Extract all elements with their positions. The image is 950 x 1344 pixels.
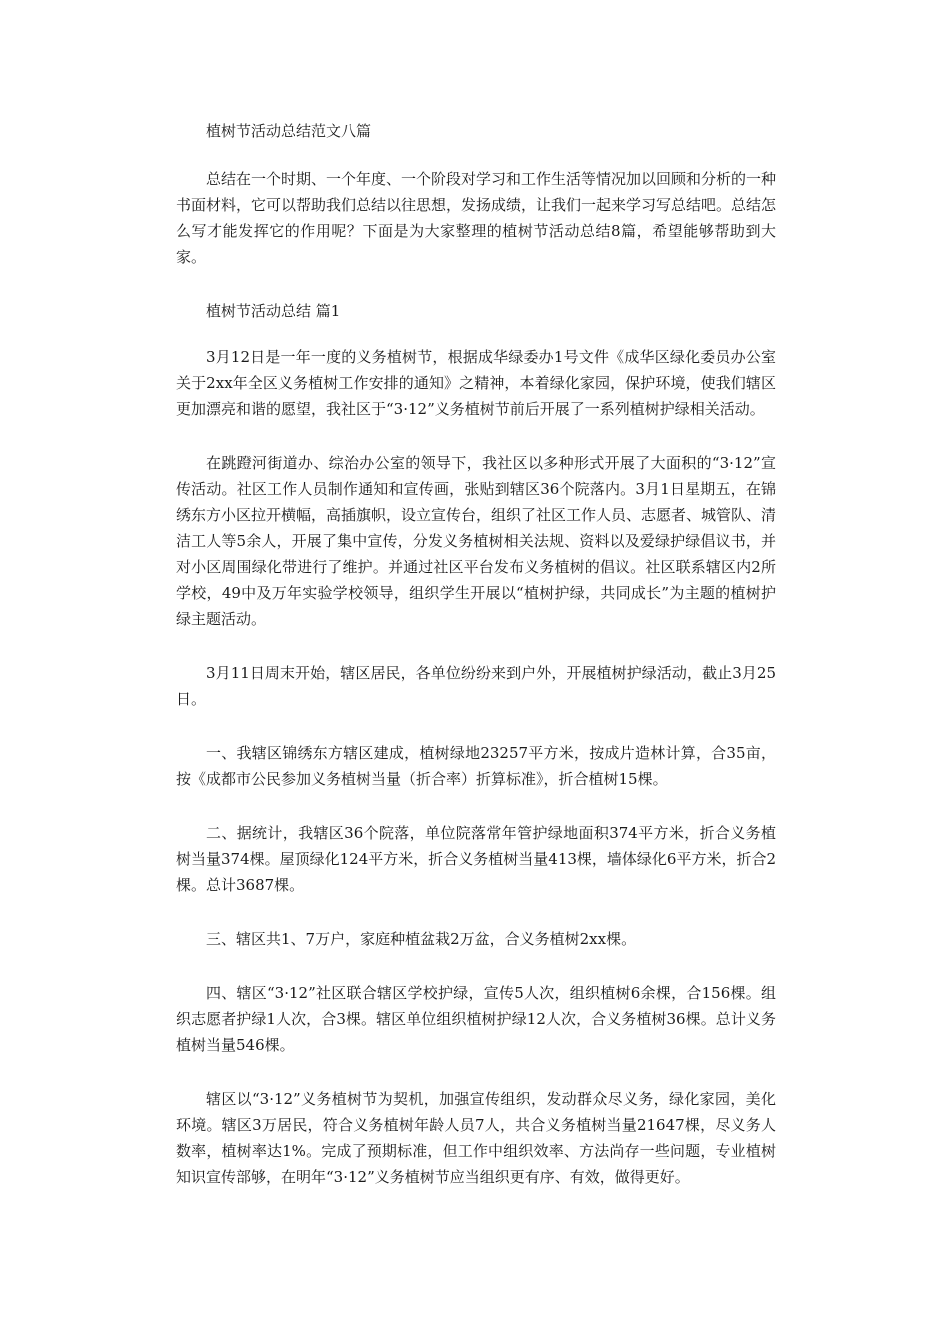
intro-paragraph: 总结在一个时期、一个年度、一个阶段对学习和工作生活等情况加以回顾和分析的一种书面材料，它可以帮助我们总结以往思想，发扬成绩，让我们一起来学习写总结吧。总结怎么写才能发挥它的作用呢？下面是为大家整理的植树节活动总结8篇，希望能够帮助到大家。 <box>176 170 777 266</box>
body-paragraph: 辖区以“3·12”义务植树节为契机，加强宣传组织，发动群众尽义务，绿化家园，美化环境。辖区3万居民，符合义务植树年龄人员7人，共合义务植树当量21647棵，尽义务人数率，植树率达1%。完成了预期标准，但工作中组织效率、方法尚存一些问题，专业植树知识宣传部够，在明年“3·12”义务植树节应当组织更有序、有效，做得更好。 <box>176 1090 776 1186</box>
document-body <box>176 118 776 1218</box>
section-heading: 植树节活动总结 篇1 <box>206 302 341 320</box>
body-paragraph: 在跳蹬河街道办、综治办公室的领导下，我社区以多种形式开展了大面积的“3·12”宣传活动。社区工作人员制作通知和宣传画，张贴到辖区36个院落内。3月1日星期五，在锦绣东方小区拉开横幅，高插旗帜，设立宣传台，组织了社区工作人员、志愿者、城管队、清洁工人等5余人，开展了集中宣传，分发义务植树相关法规、资料以及爱绿护绿倡议书，并对小区周围绿化带进行了维护。并通过社区平台发布义务植树的倡议。社区联系辖区内2所学校，49中及万年实验学校领导，组织学生开展以“植树护绿，共同成长”为主题的植树护绿主题活动。 <box>176 454 777 628</box>
body-paragraph: 3月11日周末开始，辖区居民，各单位纷纷来到户外，开展植树护绿活动，截止3月25日。 <box>176 664 776 708</box>
body-paragraph: 四、辖区“3·12”社区联合辖区学校护绿，宣传5人次，组织植树6余棵，合156棵。组织志愿者护绿1人次，合3棵。辖区单位组织植树护绿12人次，合义务植树36棵。总计义务植树当量546棵。 <box>176 984 776 1054</box>
body-paragraph: 一、我辖区锦绣东方辖区建成，植树绿地23257平方米，按成片造林计算，合35亩，按《成都市公民参加义务植树当量（折合率）折算标准》，折合植树15棵。 <box>176 744 776 788</box>
body-paragraph: 3月12日是一年一度的义务植树节，根据成华绿委办1号文件《成华区绿化委员办公室关于2xx年全区义务植树工作安排的通知》之精神，本着绿化家园，保护环境，使我们辖区更加漂亮和谐的愿望，我社区于“3·12”义务植树节前后开展了一系列植树护绿相关活动。 <box>176 348 776 418</box>
body-paragraph: 三、辖区共1、7万户，家庭种植盆栽2万盆，合义务植树2xx棵。 <box>206 930 637 948</box>
document-title: 植树节活动总结范文八篇 <box>206 122 372 140</box>
body-paragraph: 二、据统计，我辖区36个院落，单位院落常年管护绿地面积374平方米，折合义务植树当量374棵。屋顶绿化124平方米，折合义务植树当量413棵，墙体绿化6平方米，折合2棵。总计3687棵。 <box>176 824 776 894</box>
